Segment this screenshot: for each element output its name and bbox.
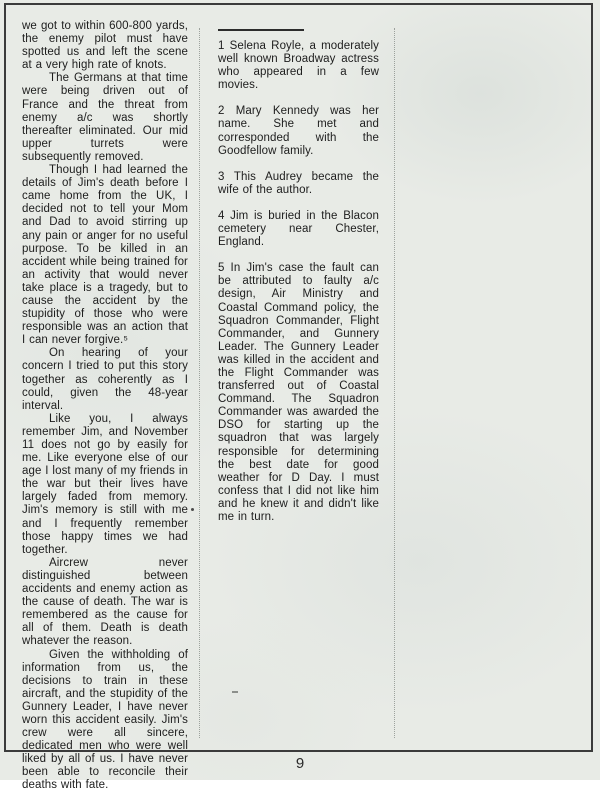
scan-speck <box>191 508 194 511</box>
body-paragraph: Like you, I always remember Jim, and November 11 does not go by easily for me. Like everyone else of our age I lost many of my friends in the war but their lives have largely faded from memory. Jim's memory is still with me and I frequently remember those happy times we had together. <box>22 412 188 556</box>
body-paragraph: The Germans at that time were being driven out of France and the threat from enemy a/c was shortly thereafter eliminated. Our mid upper turrets were subsequently removed. <box>22 72 188 163</box>
footnote: 4 Jim is buried in the Blacon cemetery near Chester, England. <box>218 209 379 249</box>
scan-speck <box>232 691 238 693</box>
footnote: 2 Mary Kennedy was her name. She met and corresponded with the Goodfellow family. <box>218 105 379 157</box>
page-number: 9 <box>295 755 305 772</box>
body-paragraph: Aircrew never distinguished between accidents and enemy action as the cause of death. The war is remembered as the cause for all of them. Death is death whatever the reason. <box>22 556 188 648</box>
footnotes-column <box>218 29 379 537</box>
footnote: 3 This Audrey became the wife of the author. <box>218 170 379 196</box>
body-paragraph: Though I had learned the details of Jim's death before I came home from the UK, I decided not to tell your Mom and Dad to avoid stirring up any pain or anger for no useful purpose. To be killed in an accident while being trained for an activity that would never take place is a tragedy, but to cause the accident by the stupidity of those who were responsible was an action that I can never forgive.⁵ <box>22 164 188 347</box>
body-paragraph: On hearing of your concern I tried to put this story together as coherently as I could, given the 48-year interval. <box>22 347 188 412</box>
footnote: 5 In Jim's case the fault can be attributed to faulty a/c design, Air Ministry and Coastal Command policy, the Squadron Commander, Flight Commander, and Gunnery Leader. The Gunnery Leader was killed in the accident and the Flight Commander was transferred out of Coastal Command. The Squadron Commander was awarded the DSO for starting up the squadron that was largely responsible for determining the best date for good weather for D Day. I must confess that I did not like him and he knew it and didn't like me in turn. <box>218 262 379 523</box>
body-paragraph: we got to within 600-800 yards, the enemy pilot must have spotted us and left the scene at a very high rate of knots. <box>22 20 188 72</box>
footnote: 1 Selena Royle, a moderately well known Broadway actress who appeared in a few movies. <box>218 40 379 92</box>
column-separator-dotted-line <box>394 28 395 738</box>
body-paragraph: Given the withholding of information from us, the decisions to train in these aircraft, and the stupidity of the Gunnery Leader, I have never worn this accident easily. Jim's crew were all sincere, dedicated men who were well liked by all of us. I have never been able to reconcile their deaths with fate. <box>22 648 188 792</box>
footnote-separator-rule <box>218 29 304 31</box>
left-text-column <box>22 20 188 793</box>
column-separator-dotted-line <box>199 28 200 738</box>
